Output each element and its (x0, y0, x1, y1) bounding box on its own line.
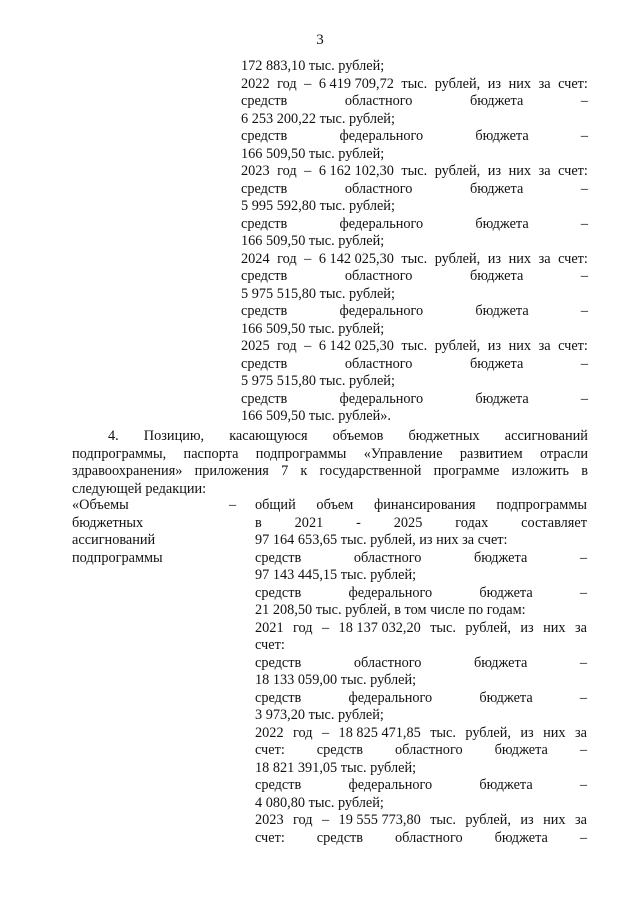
text-line: 97 164 653,65 тыс. рублей, из них за счет: (255, 532, 508, 548)
word: областного (344, 180, 413, 197)
word: год (293, 812, 313, 828)
text-line (241, 216, 588, 234)
word: – (321, 619, 330, 636)
text-line: 172 883,10 тыс. рублей; (241, 58, 385, 74)
text-line: 5 995 592,80 тыс. рублей; (241, 198, 395, 214)
word: областного (395, 829, 463, 846)
word: средств (316, 829, 364, 846)
label-line: бюджетных (72, 514, 144, 531)
word: – (304, 338, 312, 354)
word: областного (344, 93, 413, 109)
text-line: 21 208,50 тыс. рублей, в том числе по годам: (255, 602, 526, 618)
word: бюджета (469, 355, 524, 372)
word: подпрограммы, (72, 445, 167, 462)
word: подпрограммы (496, 497, 587, 513)
word: год (277, 338, 297, 354)
word: – (321, 812, 330, 828)
word: них (543, 619, 566, 636)
word: из (487, 250, 502, 267)
word: средств (255, 654, 302, 671)
word: тыс. (401, 163, 428, 179)
text-line (241, 93, 588, 111)
word: к (300, 463, 308, 479)
word: счет: (558, 163, 588, 179)
text-line: 6 253 200,22 тыс. рублей; (241, 110, 395, 127)
word: объем (316, 497, 354, 513)
word: них (508, 163, 532, 179)
text-line: 18 133 059,00 тыс. рублей; (255, 672, 417, 688)
word: – (579, 584, 587, 601)
word: программе (433, 463, 500, 479)
word: них (508, 250, 532, 267)
word: – (304, 163, 312, 179)
word: – (580, 93, 588, 109)
word: 2021 (255, 619, 284, 636)
word: паспорта (183, 445, 239, 462)
text-line (255, 550, 587, 568)
word: Позицию, (143, 428, 205, 444)
text-line (255, 812, 587, 830)
word: – (304, 250, 312, 267)
word: финансирования (373, 497, 476, 513)
word: год (277, 75, 297, 92)
word: за (538, 163, 551, 179)
word: – (304, 75, 312, 92)
word: годах (455, 514, 489, 531)
word: областного (353, 549, 422, 566)
text-line (72, 463, 588, 481)
word: 6 162 102,30 (318, 163, 394, 179)
word: 2022 (255, 724, 284, 741)
amendment-paragraph (72, 428, 588, 498)
word: федерального (339, 303, 424, 319)
label-line: «Объемы (72, 497, 129, 513)
word: областного (344, 355, 413, 372)
table-dash: – (229, 497, 237, 513)
word: год (277, 163, 297, 179)
word: в (581, 463, 588, 479)
word: 19 555 773,80 (338, 812, 421, 828)
word: средств (241, 93, 288, 109)
text-line: 3 973,20 тыс. рублей; (255, 707, 384, 723)
text-line (241, 356, 588, 374)
word: из (487, 163, 502, 179)
text-line: 166 509,50 тыс. рублей; (241, 320, 385, 337)
text-line (241, 181, 588, 199)
word: средств (255, 689, 302, 706)
word: рублей, (434, 163, 481, 179)
funding-continuation-block (241, 58, 588, 426)
word: из (520, 619, 534, 636)
word: федерального (348, 689, 433, 706)
word: – (580, 303, 588, 319)
text-line (72, 446, 588, 464)
word: – (580, 215, 588, 232)
word: тыс. (401, 75, 428, 92)
word: федерального (348, 584, 433, 601)
text-line (255, 725, 587, 743)
word: средств (255, 549, 302, 566)
word: федерального (339, 215, 424, 232)
word: бюджета (473, 654, 528, 671)
word: рублей, (465, 619, 511, 636)
label-line: подпрограммы (72, 549, 163, 566)
word: бюджета (469, 180, 524, 197)
table-label-column (72, 497, 222, 567)
word: 4. (108, 428, 119, 444)
word: – (579, 777, 587, 793)
text-line: 5 975 515,80 тыс. рублей; (241, 373, 395, 389)
text-line (241, 128, 588, 146)
word: в (255, 514, 262, 531)
word: 2022 (241, 75, 270, 92)
text-line (72, 428, 588, 446)
text-line: 4 080,80 тыс. рублей; (255, 794, 384, 811)
word: 6 142 025,30 (318, 338, 394, 354)
text-line: 166 509,50 тыс. рублей; (241, 145, 385, 162)
word: счет: (255, 742, 285, 758)
word: – (579, 742, 587, 758)
word: бюджета (479, 689, 533, 706)
word: из (487, 75, 502, 92)
word: 18 825 471,85 (338, 724, 421, 741)
word: за (538, 75, 551, 92)
word: средств (255, 584, 302, 601)
word: бюджета (475, 128, 529, 144)
text-line (241, 251, 588, 269)
word: подпрограммы (255, 445, 347, 462)
word: – (580, 128, 588, 144)
word: - (356, 514, 361, 531)
word: областного (344, 268, 413, 284)
table-value-column (255, 497, 587, 847)
word: средств (241, 303, 288, 319)
text-line (255, 742, 587, 760)
word: общий (255, 497, 296, 513)
word: тыс. (430, 812, 456, 828)
word: средств (241, 128, 288, 144)
word: рублей, (465, 812, 511, 828)
text-line (255, 585, 587, 603)
word: счет: (558, 338, 588, 354)
word: год (293, 724, 313, 741)
word: средств (241, 390, 288, 407)
word: изложить (511, 463, 570, 479)
word: 2023 (241, 163, 270, 179)
text-line (241, 303, 588, 321)
word: бюджета (479, 777, 533, 793)
word: федерального (339, 390, 424, 407)
word: бюджетных (408, 428, 480, 444)
word: касающуюся (229, 428, 308, 444)
text-line: 18 821 391,05 тыс. рублей; (255, 759, 417, 776)
word: бюджета (494, 829, 548, 846)
word: средств (241, 180, 288, 197)
word: – (579, 654, 587, 671)
word: «Управление (363, 445, 443, 462)
page-number: 3 (316, 32, 324, 48)
word: из (520, 812, 534, 828)
text-line (241, 268, 588, 286)
word: средств (241, 268, 288, 284)
word: – (579, 549, 587, 566)
word: – (579, 689, 587, 706)
text-line: 166 509,50 тыс. рублей; (241, 233, 385, 249)
word: рублей, (434, 75, 481, 92)
word: приложения (194, 463, 269, 479)
word: них (508, 338, 532, 354)
text-line (255, 497, 587, 515)
word: 18 137 032,20 (338, 619, 421, 636)
word: из (487, 338, 502, 354)
word: за (538, 338, 551, 354)
word: тыс. (430, 619, 456, 636)
text-line (255, 515, 587, 533)
word: бюджета (479, 584, 533, 601)
text-line: 97 143 445,15 тыс. рублей; (255, 567, 417, 583)
word: средств (316, 742, 364, 758)
text-line: следующей редакции: (72, 480, 207, 497)
word: счет: (558, 75, 588, 92)
word: тыс. (401, 250, 428, 267)
word: 6 419 709,72 (318, 75, 394, 92)
word: 2023 (255, 812, 284, 828)
word: них (543, 724, 566, 741)
word: областного (353, 654, 422, 671)
word: рублей, (434, 338, 481, 354)
word: рублей, (465, 724, 511, 741)
text-line (255, 690, 587, 708)
word: бюджета (475, 390, 529, 407)
word: из (520, 724, 534, 741)
word: государственной (319, 463, 422, 479)
text-line (255, 620, 587, 638)
word: составляет (521, 514, 587, 531)
word: отрасли (539, 445, 588, 462)
word: – (579, 829, 587, 846)
word: бюджета (475, 303, 529, 319)
word: – (580, 355, 588, 372)
word: областного (395, 742, 463, 758)
text-line (255, 777, 587, 795)
word: федерального (339, 128, 424, 144)
word: них (543, 812, 566, 828)
word: бюджета (494, 742, 548, 758)
word: бюджета (469, 93, 524, 109)
text-line (255, 830, 587, 848)
word: – (580, 268, 588, 284)
text-line: 5 975 515,80 тыс. рублей; (241, 285, 395, 302)
text-line (241, 391, 588, 409)
word: ассигнований (504, 428, 588, 444)
word: тыс. (430, 724, 456, 741)
word: объемов (332, 428, 384, 444)
word: за (574, 724, 587, 741)
text-line (241, 163, 588, 181)
word: 2024 (241, 250, 270, 267)
word: бюджета (469, 268, 524, 284)
text-line (241, 338, 588, 356)
word: 6 142 025,30 (318, 250, 394, 267)
text-line (255, 655, 587, 673)
word: 2021 (294, 514, 324, 531)
word: средств (241, 355, 288, 372)
word: 2025 (393, 514, 423, 531)
word: 2025 (241, 338, 270, 354)
word: тыс. (401, 338, 428, 354)
word: здравоохранения» (72, 463, 183, 479)
word: рублей, (434, 250, 481, 267)
word: них (508, 75, 532, 92)
text-line: счет: (255, 637, 285, 653)
word: – (321, 724, 330, 741)
word: средств (241, 215, 288, 232)
word: 7 (281, 463, 289, 479)
word: счет: (558, 250, 588, 267)
word: бюджета (473, 549, 528, 566)
word: за (574, 812, 587, 828)
word: развитием (459, 445, 523, 462)
label-line: ассигнований (72, 532, 156, 548)
word: за (574, 619, 587, 636)
text-line (241, 76, 588, 94)
word: – (580, 390, 588, 407)
word: бюджета (475, 215, 529, 232)
word: год (293, 619, 313, 636)
word: год (277, 250, 297, 267)
text-line: 166 509,50 тыс. рублей». (241, 408, 391, 424)
word: средств (255, 777, 302, 793)
word: – (580, 180, 588, 197)
word: счет: (255, 829, 285, 846)
word: федерального (348, 777, 433, 793)
word: за (538, 250, 551, 267)
